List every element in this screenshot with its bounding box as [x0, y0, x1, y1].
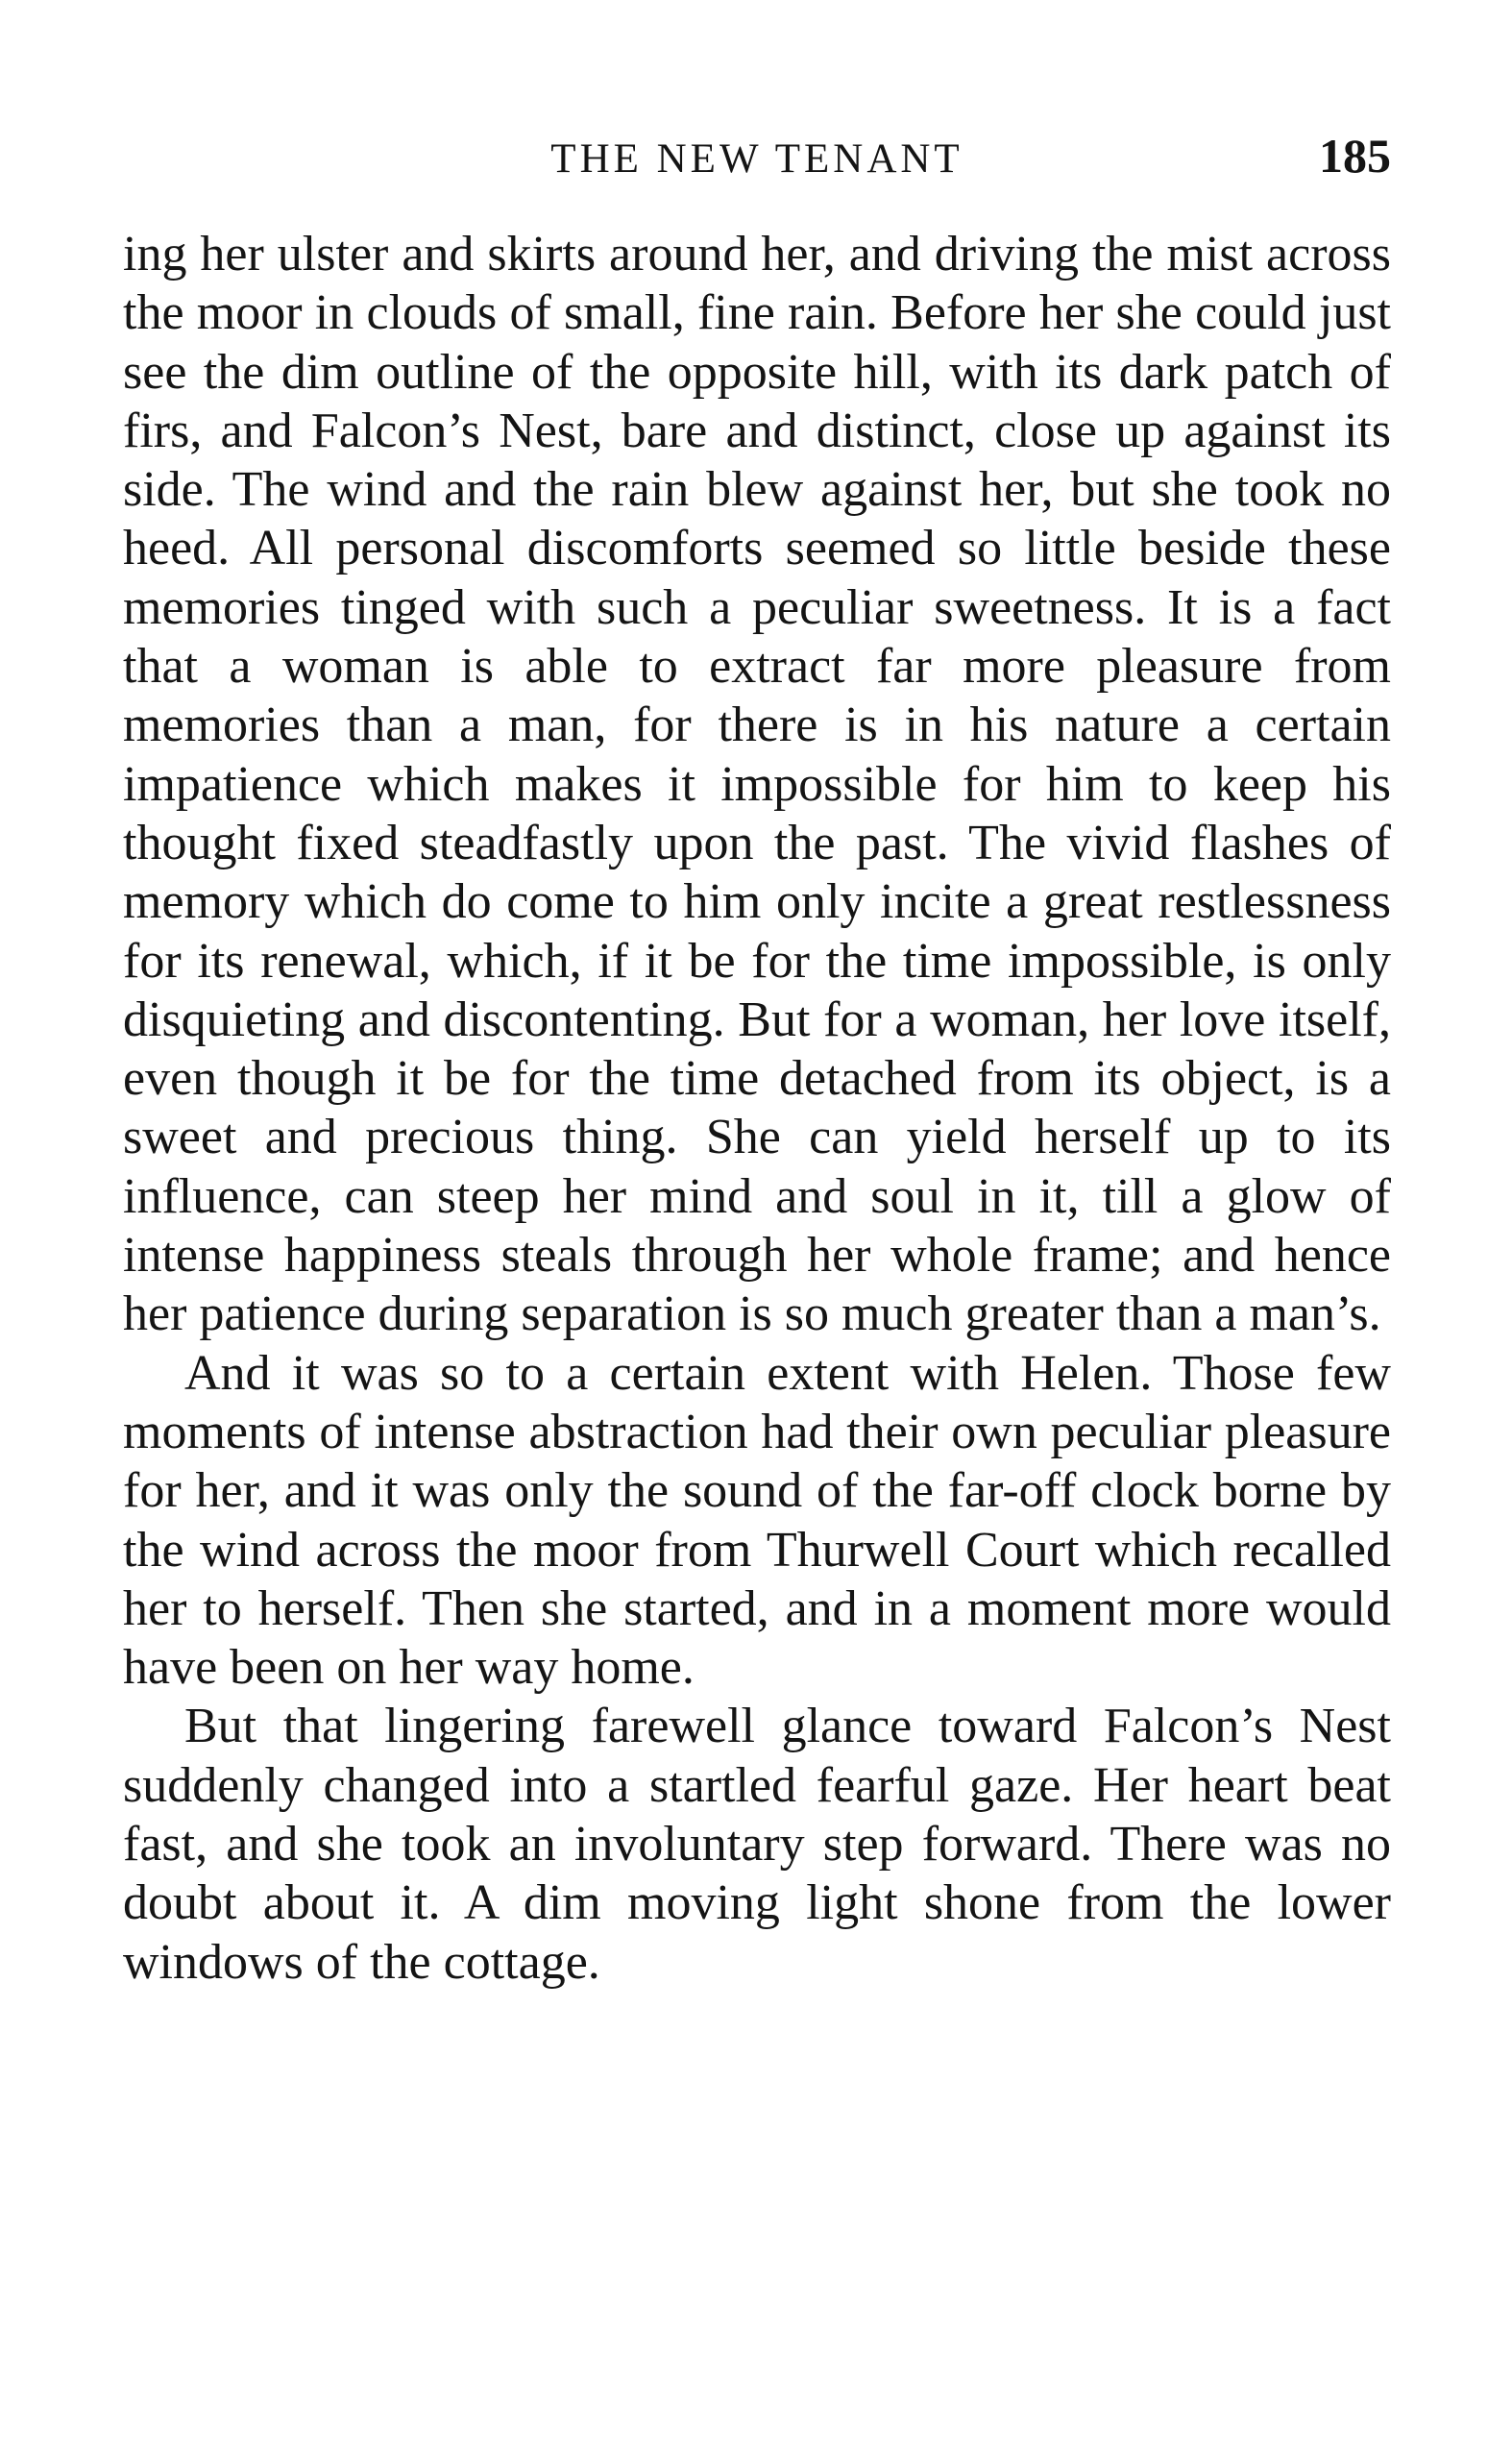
- paragraph-1: ing her ulster and skirts around her, and driving the mist across the moor in clouds of small, fine rain. Before her she could just see the dim outline of the opposite hill, with its dark patch of firs, and Falcon’s Nest, bare and distinct, close up against its side. The wind and the rain blew against her, but she took no heed. All personal discomforts seemed so little beside these memories tinged with such a peculiar sweetness. It is a fact that a woman is able to extract far more pleasure from memories than a man, for there is in his nature a certain impatience which makes it impossible for him to keep his thought fixed steadfastly upon the past. The vivid flashes of memory which do come to him only incite a great restlessness for its renewal, which, if it be for the time impossible, is only disquieting and discontenting. But for a woman, her love itself, even though it be for the time detached from its object, is a sweet and precious thing. She can yield herself up to its influence, can steep her mind and soul in it, till a glow of intense happiness steals through her whole frame; and hence her patience during separation is so much greater than a man’s.: [123, 227, 1391, 1342]
- paragraph-2: And it was so to a certain extent with Helen. Those few moments of intense abstraction had their own peculiar pleasure for her, and it was only the sound of the far-off clock borne by the wind across the moor from Thurwell Court which recalled her to herself. Then she started, and in a moment more would have been on her way home.: [123, 1345, 1391, 1696]
- paragraph-3: But that lingering farewell glance toward Falcon’s Nest suddenly changed into a startled fearful gaze. Her heart beat fast, and she took an involuntary step forward. There was no doubt about it. A dim moving light shone from the lower windows of the cottage.: [123, 1699, 1391, 1990]
- running-head: [123, 123, 1391, 190]
- running-title: THE NEW TENANT: [550, 136, 963, 182]
- body-text: [123, 225, 1391, 1992]
- page-number: 185: [1319, 129, 1391, 183]
